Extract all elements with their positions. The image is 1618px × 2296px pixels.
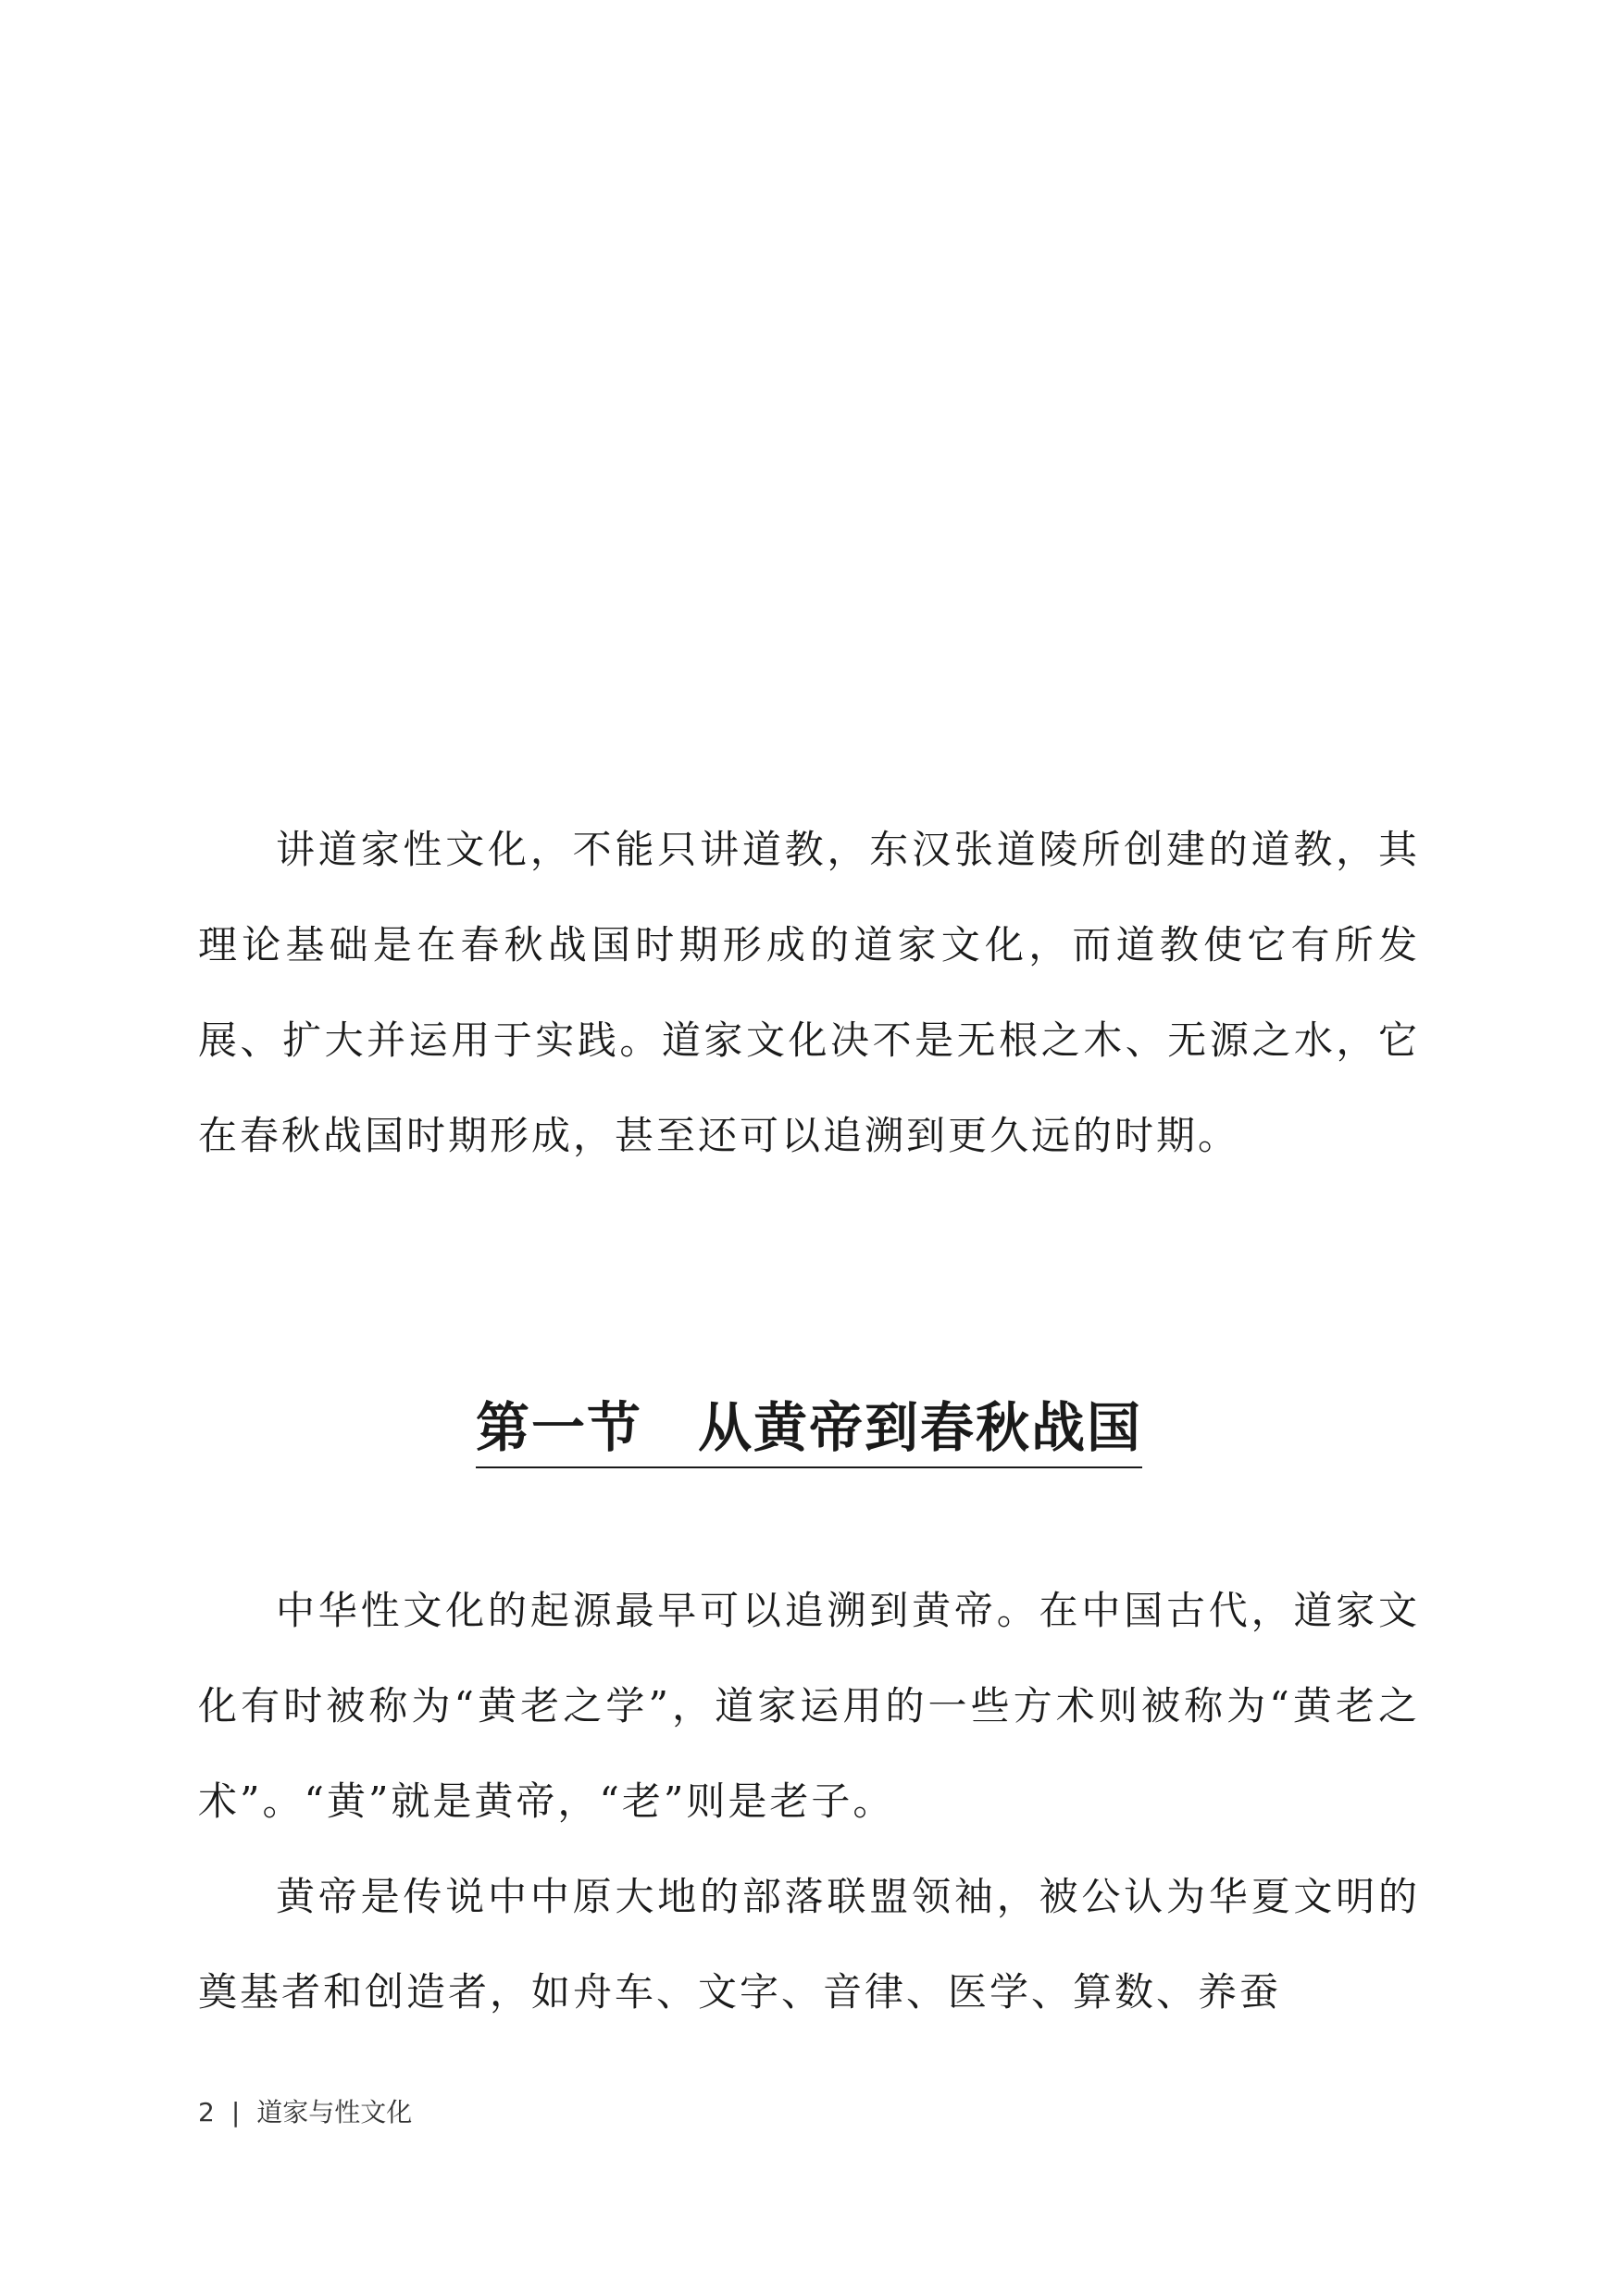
page-footer — [198, 2094, 412, 2131]
body-paragraph-1: 中华性文化的起源最早可以追溯到黄帝。在中国古代，道家文化有时被称为“黄老之学”，道家运用的一些方术则被称为“黄老之术”。“黄”就是黄帝，“老”则是老子。 — [198, 1588, 1420, 1824]
page-number: 2 — [198, 2097, 215, 2128]
book-title: 道家与性文化 — [256, 2097, 413, 2128]
section-heading — [0, 1391, 1618, 1468]
section-body — [198, 1563, 1420, 2040]
footer-separator: | — [230, 2097, 241, 2128]
body-paragraph-2: 黄帝是传说中中原大地的部落联盟领袖，被公认为华夏文明的奠基者和创造者，如舟车、文字、音律、医学、算数、养蚕 — [198, 1874, 1420, 2015]
intro-paragraph: 讲道家性文化，不能只讲道教，东汉张道陵所创建的道教，其理论基础是在春秋战国时期形成的道家文化，而道教使它有所发展、扩大并运用于实践。道家文化决不是无根之木、无源之水，它在春秋战国时期形成，甚至还可以追溯到更久远的时期。 — [198, 827, 1420, 1158]
section-title: 第一节 从黄帝到春秋战国 — [476, 1391, 1142, 1468]
intro-text — [198, 802, 1420, 1183]
